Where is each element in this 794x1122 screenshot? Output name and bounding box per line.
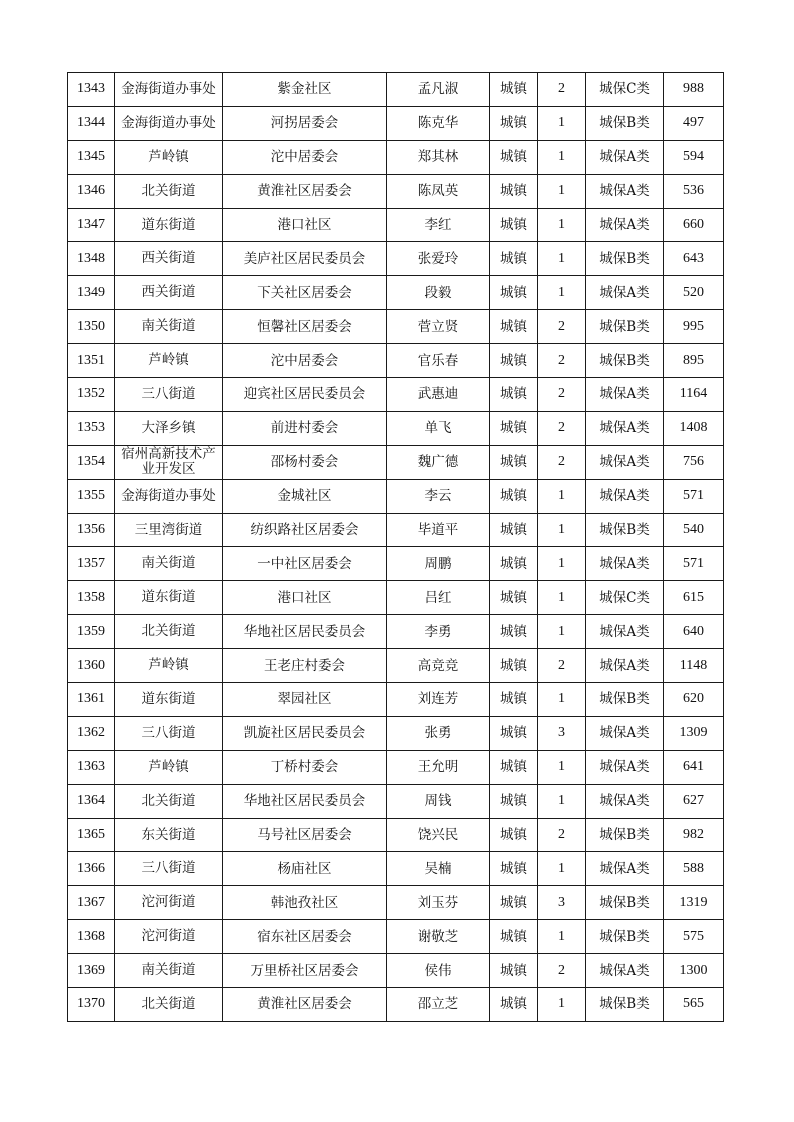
category-cell: 城保A类 bbox=[586, 750, 664, 784]
household-size-cell: 3 bbox=[538, 716, 586, 750]
community-cell: 下关社区居委会 bbox=[223, 276, 387, 310]
township-cell: 大泽乡镇 bbox=[115, 411, 223, 445]
community-cell: 华地社区居民委员会 bbox=[223, 784, 387, 818]
category-cell: 城保B类 bbox=[586, 818, 664, 852]
table-row bbox=[68, 445, 724, 479]
township-cell: 沱河街道 bbox=[115, 886, 223, 920]
area-type-cell: 城镇 bbox=[490, 547, 538, 581]
name-cell: 邵立芝 bbox=[387, 988, 490, 1022]
row-number-cell: 1346 bbox=[68, 174, 115, 208]
table-row bbox=[68, 683, 724, 717]
table-row bbox=[68, 649, 724, 683]
category-cell: 城保A类 bbox=[586, 174, 664, 208]
community-cell: 华地社区居民委员会 bbox=[223, 615, 387, 649]
township-cell: 芦岭镇 bbox=[115, 649, 223, 683]
household-size-cell: 2 bbox=[538, 344, 586, 378]
community-cell: 马号社区居委会 bbox=[223, 818, 387, 852]
community-cell: 宿东社区居委会 bbox=[223, 920, 387, 954]
community-cell: 河拐居委会 bbox=[223, 106, 387, 140]
household-size-cell: 2 bbox=[538, 73, 586, 107]
amount-cell: 641 bbox=[664, 750, 724, 784]
amount-cell: 536 bbox=[664, 174, 724, 208]
area-type-cell: 城镇 bbox=[490, 988, 538, 1022]
household-size-cell: 2 bbox=[538, 445, 586, 479]
household-size-cell: 1 bbox=[538, 106, 586, 140]
community-cell: 恒馨社区居委会 bbox=[223, 310, 387, 344]
table-row bbox=[68, 378, 724, 412]
household-size-cell: 2 bbox=[538, 954, 586, 988]
row-number-cell: 1364 bbox=[68, 784, 115, 818]
name-cell: 李云 bbox=[387, 479, 490, 513]
name-cell: 单飞 bbox=[387, 411, 490, 445]
community-cell: 丁桥村委会 bbox=[223, 750, 387, 784]
community-cell: 紫金社区 bbox=[223, 73, 387, 107]
area-type-cell: 城镇 bbox=[490, 310, 538, 344]
table-row bbox=[68, 513, 724, 547]
township-cell: 芦岭镇 bbox=[115, 750, 223, 784]
table-row bbox=[68, 344, 724, 378]
row-number-cell: 1368 bbox=[68, 920, 115, 954]
amount-cell: 643 bbox=[664, 242, 724, 276]
area-type-cell: 城镇 bbox=[490, 411, 538, 445]
table-row bbox=[68, 310, 724, 344]
row-number-cell: 1367 bbox=[68, 886, 115, 920]
area-type-cell: 城镇 bbox=[490, 344, 538, 378]
township-cell: 东关街道 bbox=[115, 818, 223, 852]
category-cell: 城保A类 bbox=[586, 547, 664, 581]
category-cell: 城保B类 bbox=[586, 886, 664, 920]
row-number-cell: 1348 bbox=[68, 242, 115, 276]
community-cell: 沱中居委会 bbox=[223, 140, 387, 174]
table-row bbox=[68, 242, 724, 276]
table-row bbox=[68, 581, 724, 615]
row-number-cell: 1349 bbox=[68, 276, 115, 310]
name-cell: 刘玉芬 bbox=[387, 886, 490, 920]
name-cell: 毕道平 bbox=[387, 513, 490, 547]
name-cell: 孟凡淑 bbox=[387, 73, 490, 107]
amount-cell: 640 bbox=[664, 615, 724, 649]
category-cell: 城保B类 bbox=[586, 242, 664, 276]
township-cell: 三八街道 bbox=[115, 716, 223, 750]
name-cell: 段毅 bbox=[387, 276, 490, 310]
table-row bbox=[68, 547, 724, 581]
township-cell: 南关街道 bbox=[115, 547, 223, 581]
household-size-cell: 1 bbox=[538, 920, 586, 954]
category-cell: 城保B类 bbox=[586, 106, 664, 140]
area-type-cell: 城镇 bbox=[490, 208, 538, 242]
area-type-cell: 城镇 bbox=[490, 106, 538, 140]
table-row bbox=[68, 174, 724, 208]
area-type-cell: 城镇 bbox=[490, 886, 538, 920]
community-cell: 杨庙社区 bbox=[223, 852, 387, 886]
area-type-cell: 城镇 bbox=[490, 276, 538, 310]
table-row bbox=[68, 818, 724, 852]
amount-cell: 497 bbox=[664, 106, 724, 140]
community-cell: 邵杨村委会 bbox=[223, 445, 387, 479]
row-number-cell: 1350 bbox=[68, 310, 115, 344]
township-cell: 芦岭镇 bbox=[115, 140, 223, 174]
name-cell: 郑其林 bbox=[387, 140, 490, 174]
name-cell: 李勇 bbox=[387, 615, 490, 649]
amount-cell: 660 bbox=[664, 208, 724, 242]
category-cell: 城保A类 bbox=[586, 954, 664, 988]
area-type-cell: 城镇 bbox=[490, 140, 538, 174]
name-cell: 刘连芳 bbox=[387, 683, 490, 717]
township-cell: 金海街道办事处 bbox=[115, 479, 223, 513]
community-cell: 万里桥社区居委会 bbox=[223, 954, 387, 988]
name-cell: 侯伟 bbox=[387, 954, 490, 988]
area-type-cell: 城镇 bbox=[490, 683, 538, 717]
row-number-cell: 1357 bbox=[68, 547, 115, 581]
community-cell: 黄淮社区居委会 bbox=[223, 988, 387, 1022]
household-size-cell: 1 bbox=[538, 581, 586, 615]
area-type-cell: 城镇 bbox=[490, 716, 538, 750]
household-size-cell: 1 bbox=[538, 208, 586, 242]
township-cell: 宿州高新技术产业开发区 bbox=[115, 445, 223, 479]
community-cell: 前进村委会 bbox=[223, 411, 387, 445]
area-type-cell: 城镇 bbox=[490, 242, 538, 276]
area-type-cell: 城镇 bbox=[490, 818, 538, 852]
township-cell: 北关街道 bbox=[115, 174, 223, 208]
name-cell: 陈克华 bbox=[387, 106, 490, 140]
category-cell: 城保A类 bbox=[586, 784, 664, 818]
category-cell: 城保C类 bbox=[586, 581, 664, 615]
township-cell: 北关街道 bbox=[115, 615, 223, 649]
household-size-cell: 1 bbox=[538, 513, 586, 547]
row-number-cell: 1365 bbox=[68, 818, 115, 852]
amount-cell: 627 bbox=[664, 784, 724, 818]
area-type-cell: 城镇 bbox=[490, 174, 538, 208]
amount-cell: 565 bbox=[664, 988, 724, 1022]
row-number-cell: 1360 bbox=[68, 649, 115, 683]
household-size-cell: 1 bbox=[538, 615, 586, 649]
area-type-cell: 城镇 bbox=[490, 479, 538, 513]
community-cell: 纺织路社区居委会 bbox=[223, 513, 387, 547]
amount-cell: 756 bbox=[664, 445, 724, 479]
community-cell: 王老庄村委会 bbox=[223, 649, 387, 683]
household-size-cell: 1 bbox=[538, 174, 586, 208]
community-cell: 凯旋社区居民委员会 bbox=[223, 716, 387, 750]
township-cell: 金海街道办事处 bbox=[115, 106, 223, 140]
row-number-cell: 1347 bbox=[68, 208, 115, 242]
table-row bbox=[68, 784, 724, 818]
household-size-cell: 2 bbox=[538, 649, 586, 683]
category-cell: 城保B类 bbox=[586, 344, 664, 378]
household-size-cell: 1 bbox=[538, 852, 586, 886]
row-number-cell: 1358 bbox=[68, 581, 115, 615]
area-type-cell: 城镇 bbox=[490, 920, 538, 954]
township-cell: 金海街道办事处 bbox=[115, 73, 223, 107]
township-cell: 芦岭镇 bbox=[115, 344, 223, 378]
table-row bbox=[68, 208, 724, 242]
category-cell: 城保A类 bbox=[586, 716, 664, 750]
category-cell: 城保A类 bbox=[586, 649, 664, 683]
row-number-cell: 1356 bbox=[68, 513, 115, 547]
category-cell: 城保A类 bbox=[586, 479, 664, 513]
community-cell: 沱中居委会 bbox=[223, 344, 387, 378]
amount-cell: 571 bbox=[664, 547, 724, 581]
table-body bbox=[68, 73, 724, 1022]
amount-cell: 1148 bbox=[664, 649, 724, 683]
household-size-cell: 1 bbox=[538, 784, 586, 818]
amount-cell: 1309 bbox=[664, 716, 724, 750]
name-cell: 周鹏 bbox=[387, 547, 490, 581]
table-row bbox=[68, 716, 724, 750]
community-cell: 迎宾社区居民委员会 bbox=[223, 378, 387, 412]
name-cell: 吕红 bbox=[387, 581, 490, 615]
category-cell: 城保A类 bbox=[586, 852, 664, 886]
category-cell: 城保B类 bbox=[586, 920, 664, 954]
row-number-cell: 1343 bbox=[68, 73, 115, 107]
household-size-cell: 1 bbox=[538, 750, 586, 784]
area-type-cell: 城镇 bbox=[490, 784, 538, 818]
row-number-cell: 1354 bbox=[68, 445, 115, 479]
name-cell: 李红 bbox=[387, 208, 490, 242]
area-type-cell: 城镇 bbox=[490, 649, 538, 683]
category-cell: 城保A类 bbox=[586, 378, 664, 412]
amount-cell: 540 bbox=[664, 513, 724, 547]
table-row bbox=[68, 750, 724, 784]
row-number-cell: 1359 bbox=[68, 615, 115, 649]
table-row bbox=[68, 615, 724, 649]
name-cell: 张勇 bbox=[387, 716, 490, 750]
community-cell: 美庐社区居民委员会 bbox=[223, 242, 387, 276]
category-cell: 城保A类 bbox=[586, 411, 664, 445]
area-type-cell: 城镇 bbox=[490, 750, 538, 784]
name-cell: 魏广德 bbox=[387, 445, 490, 479]
township-cell: 三八街道 bbox=[115, 852, 223, 886]
row-number-cell: 1351 bbox=[68, 344, 115, 378]
area-type-cell: 城镇 bbox=[490, 445, 538, 479]
community-cell: 金城社区 bbox=[223, 479, 387, 513]
amount-cell: 1300 bbox=[664, 954, 724, 988]
amount-cell: 982 bbox=[664, 818, 724, 852]
name-cell: 饶兴民 bbox=[387, 818, 490, 852]
category-cell: 城保B类 bbox=[586, 683, 664, 717]
township-cell: 北关街道 bbox=[115, 784, 223, 818]
row-number-cell: 1355 bbox=[68, 479, 115, 513]
household-size-cell: 2 bbox=[538, 818, 586, 852]
amount-cell: 1408 bbox=[664, 411, 724, 445]
name-cell: 菅立贤 bbox=[387, 310, 490, 344]
household-size-cell: 1 bbox=[538, 276, 586, 310]
area-type-cell: 城镇 bbox=[490, 73, 538, 107]
amount-cell: 988 bbox=[664, 73, 724, 107]
row-number-cell: 1344 bbox=[68, 106, 115, 140]
household-size-cell: 1 bbox=[538, 140, 586, 174]
amount-cell: 571 bbox=[664, 479, 724, 513]
amount-cell: 895 bbox=[664, 344, 724, 378]
row-number-cell: 1363 bbox=[68, 750, 115, 784]
township-cell: 三八街道 bbox=[115, 378, 223, 412]
community-cell: 港口社区 bbox=[223, 208, 387, 242]
area-type-cell: 城镇 bbox=[490, 378, 538, 412]
category-cell: 城保B类 bbox=[586, 988, 664, 1022]
township-cell: 西关街道 bbox=[115, 276, 223, 310]
amount-cell: 1164 bbox=[664, 378, 724, 412]
amount-cell: 1319 bbox=[664, 886, 724, 920]
table-row bbox=[68, 852, 724, 886]
township-cell: 道东街道 bbox=[115, 683, 223, 717]
row-number-cell: 1353 bbox=[68, 411, 115, 445]
township-cell: 沱河街道 bbox=[115, 920, 223, 954]
township-cell: 南关街道 bbox=[115, 310, 223, 344]
row-number-cell: 1370 bbox=[68, 988, 115, 1022]
amount-cell: 620 bbox=[664, 683, 724, 717]
area-type-cell: 城镇 bbox=[490, 954, 538, 988]
area-type-cell: 城镇 bbox=[490, 581, 538, 615]
township-cell: 道东街道 bbox=[115, 208, 223, 242]
household-size-cell: 1 bbox=[538, 547, 586, 581]
table-row bbox=[68, 73, 724, 107]
township-cell: 西关街道 bbox=[115, 242, 223, 276]
row-number-cell: 1345 bbox=[68, 140, 115, 174]
name-cell: 王允明 bbox=[387, 750, 490, 784]
household-size-cell: 2 bbox=[538, 411, 586, 445]
table-row bbox=[68, 988, 724, 1022]
township-cell: 北关街道 bbox=[115, 988, 223, 1022]
community-cell: 一中社区居委会 bbox=[223, 547, 387, 581]
amount-cell: 588 bbox=[664, 852, 724, 886]
name-cell: 周钱 bbox=[387, 784, 490, 818]
amount-cell: 995 bbox=[664, 310, 724, 344]
household-size-cell: 2 bbox=[538, 310, 586, 344]
township-cell: 道东街道 bbox=[115, 581, 223, 615]
name-cell: 陈凤英 bbox=[387, 174, 490, 208]
name-cell: 张爱玲 bbox=[387, 242, 490, 276]
area-type-cell: 城镇 bbox=[490, 615, 538, 649]
category-cell: 城保A类 bbox=[586, 140, 664, 174]
table-row bbox=[68, 140, 724, 174]
category-cell: 城保A类 bbox=[586, 208, 664, 242]
household-size-cell: 3 bbox=[538, 886, 586, 920]
table-row bbox=[68, 954, 724, 988]
amount-cell: 520 bbox=[664, 276, 724, 310]
row-number-cell: 1366 bbox=[68, 852, 115, 886]
name-cell: 官乐春 bbox=[387, 344, 490, 378]
name-cell: 谢敬芝 bbox=[387, 920, 490, 954]
area-type-cell: 城镇 bbox=[490, 852, 538, 886]
community-cell: 韩池孜社区 bbox=[223, 886, 387, 920]
amount-cell: 594 bbox=[664, 140, 724, 174]
data-table bbox=[67, 72, 724, 1022]
category-cell: 城保C类 bbox=[586, 73, 664, 107]
area-type-cell: 城镇 bbox=[490, 513, 538, 547]
table-row bbox=[68, 920, 724, 954]
household-size-cell: 1 bbox=[538, 988, 586, 1022]
category-cell: 城保A类 bbox=[586, 276, 664, 310]
table-row bbox=[68, 411, 724, 445]
table-row bbox=[68, 886, 724, 920]
name-cell: 高竞竞 bbox=[387, 649, 490, 683]
row-number-cell: 1361 bbox=[68, 683, 115, 717]
household-size-cell: 2 bbox=[538, 378, 586, 412]
row-number-cell: 1369 bbox=[68, 954, 115, 988]
household-size-cell: 1 bbox=[538, 242, 586, 276]
table-row bbox=[68, 479, 724, 513]
community-cell: 港口社区 bbox=[223, 581, 387, 615]
community-cell: 翠园社区 bbox=[223, 683, 387, 717]
category-cell: 城保A类 bbox=[586, 615, 664, 649]
row-number-cell: 1362 bbox=[68, 716, 115, 750]
category-cell: 城保A类 bbox=[586, 445, 664, 479]
township-cell: 南关街道 bbox=[115, 954, 223, 988]
household-size-cell: 1 bbox=[538, 479, 586, 513]
category-cell: 城保B类 bbox=[586, 513, 664, 547]
community-cell: 黄淮社区居委会 bbox=[223, 174, 387, 208]
household-size-cell: 1 bbox=[538, 683, 586, 717]
amount-cell: 575 bbox=[664, 920, 724, 954]
table-row bbox=[68, 276, 724, 310]
table-row bbox=[68, 106, 724, 140]
row-number-cell: 1352 bbox=[68, 378, 115, 412]
name-cell: 吴楠 bbox=[387, 852, 490, 886]
amount-cell: 615 bbox=[664, 581, 724, 615]
category-cell: 城保B类 bbox=[586, 310, 664, 344]
name-cell: 武惠迪 bbox=[387, 378, 490, 412]
township-cell: 三里湾街道 bbox=[115, 513, 223, 547]
